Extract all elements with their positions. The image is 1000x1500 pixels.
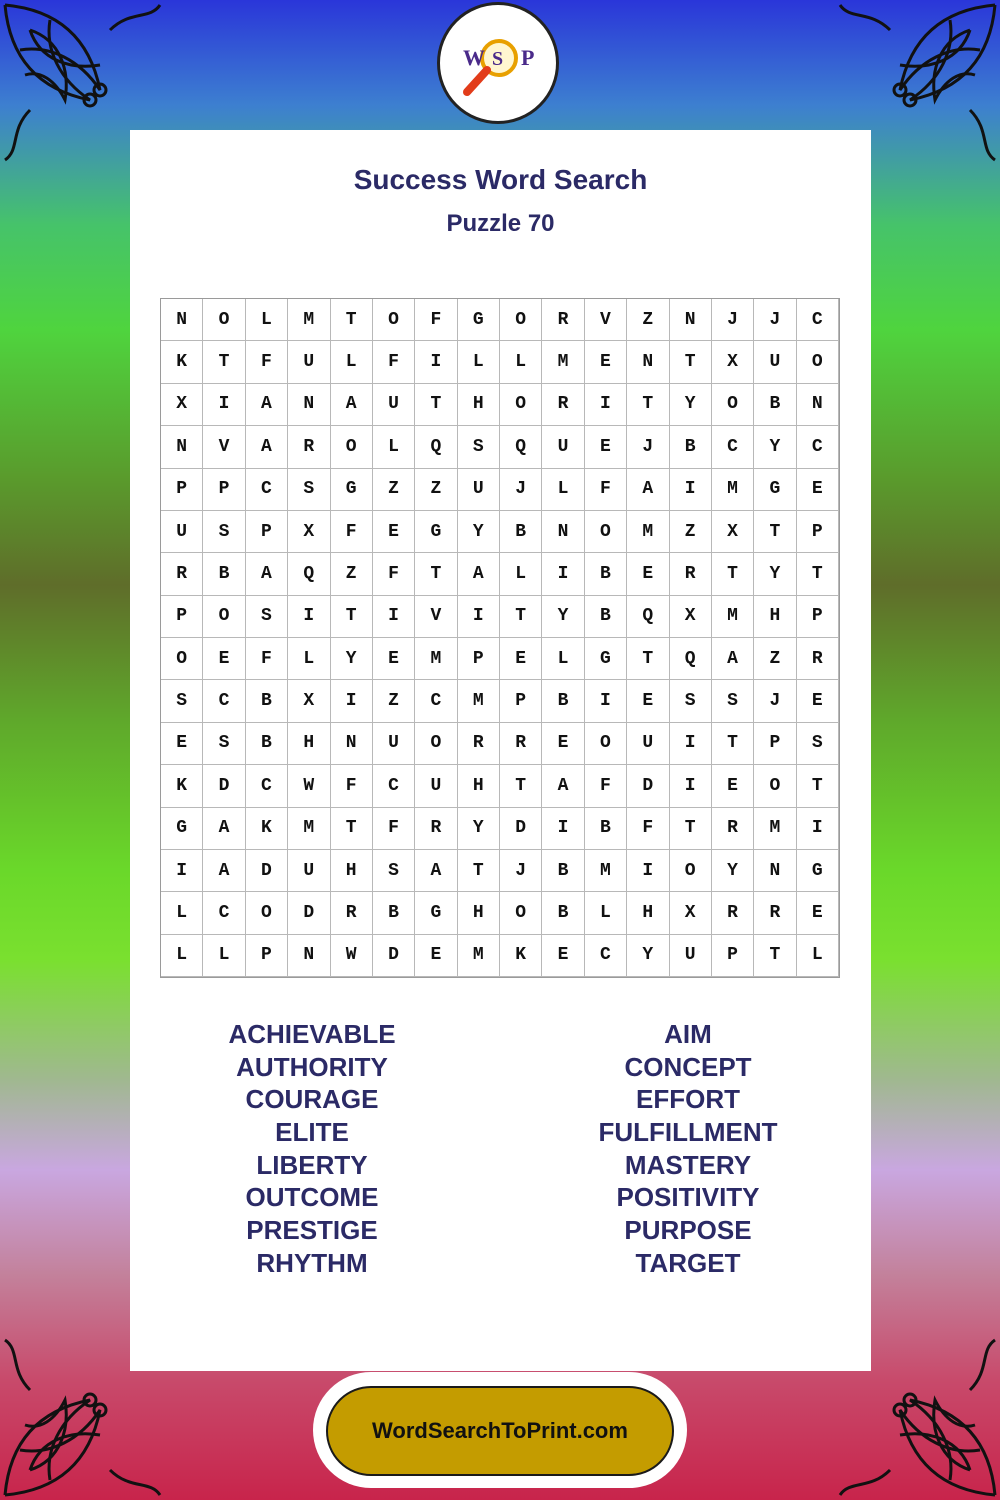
grid-cell[interactable]: H [458,765,500,807]
grid-cell[interactable]: H [288,723,330,765]
grid-cell[interactable]: I [203,384,245,426]
grid-cell[interactable]: U [288,341,330,383]
grid-cell[interactable]: B [754,384,796,426]
grid-cell[interactable]: A [415,850,457,892]
grid-cell[interactable]: E [627,680,669,722]
grid-cell[interactable]: A [246,384,288,426]
grid-cell[interactable]: L [161,935,203,977]
grid-cell[interactable]: R [161,553,203,595]
grid-cell[interactable]: U [754,341,796,383]
grid-cell[interactable]: O [797,341,839,383]
grid-cell[interactable]: H [458,384,500,426]
grid-cell[interactable]: E [797,469,839,511]
grid-cell[interactable]: C [246,469,288,511]
grid-cell[interactable]: F [246,638,288,680]
grid-cell[interactable]: S [670,680,712,722]
grid-cell[interactable]: E [542,935,584,977]
grid-cell[interactable]: F [585,469,627,511]
grid-cell[interactable]: O [585,511,627,553]
word-search-grid [160,298,840,978]
grid-cell[interactable]: A [712,638,754,680]
grid-cell[interactable]: I [331,680,373,722]
grid-cell[interactable]: P [754,723,796,765]
grid-cell[interactable]: A [331,384,373,426]
grid-cell[interactable]: B [542,850,584,892]
word-item: ELITE [275,1117,349,1148]
word-item: AUTHORITY [236,1051,388,1082]
word-item: MASTERY [624,1149,752,1180]
grid-cell[interactable]: Y [458,511,500,553]
grid-cell[interactable]: X [712,341,754,383]
grid-cell[interactable]: A [246,426,288,468]
grid-cell[interactable]: A [203,850,245,892]
grid-cell[interactable]: S [203,723,245,765]
grid-cell[interactable]: O [373,299,415,341]
grid-cell[interactable]: O [331,426,373,468]
grid-cell[interactable]: D [203,765,245,807]
grid-cell[interactable]: Z [627,299,669,341]
grid-cell[interactable]: G [797,850,839,892]
grid-cell[interactable]: P [161,469,203,511]
grid-cell[interactable]: L [542,469,584,511]
grid-cell[interactable]: P [246,935,288,977]
grid-cell[interactable]: C [373,765,415,807]
grid-cell[interactable]: P [458,638,500,680]
grid-cell[interactable]: E [585,426,627,468]
grid-cell[interactable]: Q [627,596,669,638]
grid-cell[interactable]: R [797,638,839,680]
grid-cell[interactable]: B [585,553,627,595]
grid-cell[interactable]: O [712,384,754,426]
grid-cell[interactable]: S [712,680,754,722]
grid-cell[interactable]: U [161,511,203,553]
grid-cell[interactable]: L [458,341,500,383]
grid-cell[interactable]: F [373,808,415,850]
grid-cell[interactable]: J [712,299,754,341]
grid-cell[interactable]: L [203,935,245,977]
grid-cell[interactable]: L [288,638,330,680]
grid-cell[interactable]: Y [542,596,584,638]
grid-cell[interactable]: B [585,596,627,638]
grid-cell[interactable]: T [415,553,457,595]
grid-cell[interactable]: T [797,765,839,807]
grid-cell[interactable]: Q [500,426,542,468]
grid-cell[interactable]: G [331,469,373,511]
magnifier-logo-icon [443,8,553,118]
grid-cell[interactable]: Z [415,469,457,511]
grid-cell[interactable]: D [627,765,669,807]
grid-cell[interactable]: M [627,511,669,553]
word-item: EFFORT [636,1084,740,1115]
grid-cell[interactable]: X [712,511,754,553]
grid-cell[interactable]: A [246,553,288,595]
grid-cell[interactable]: E [797,892,839,934]
grid-cell[interactable]: P [161,596,203,638]
grid-cell[interactable]: M [458,680,500,722]
grid-cell[interactable]: L [585,892,627,934]
word-item: TARGET [635,1247,741,1278]
grid-cell[interactable]: T [670,341,712,383]
grid-cell[interactable]: E [161,723,203,765]
grid-cell[interactable]: U [373,723,415,765]
logo-letter-p: P [521,45,535,70]
grid-cell[interactable]: J [754,680,796,722]
grid-cell[interactable]: S [246,596,288,638]
grid-cell[interactable]: T [415,384,457,426]
grid-cell[interactable]: A [542,765,584,807]
grid-cell[interactable]: L [331,341,373,383]
grid-cell[interactable]: M [754,808,796,850]
grid-cell[interactable]: S [373,850,415,892]
grid-cell[interactable]: I [670,723,712,765]
grid-cell[interactable]: Q [288,553,330,595]
grid-cell[interactable]: C [415,680,457,722]
grid-cell[interactable]: R [712,808,754,850]
grid-cell[interactable]: I [670,469,712,511]
grid-cell[interactable]: L [246,299,288,341]
grid-cell[interactable]: M [542,341,584,383]
grid-cell[interactable]: I [542,808,584,850]
grid-cell[interactable]: F [373,341,415,383]
grid-cell[interactable]: G [415,511,457,553]
grid-cell[interactable]: M [288,808,330,850]
word-item: POSITIVITY [616,1182,760,1213]
grid-cell[interactable]: X [670,892,712,934]
grid-cell[interactable]: M [712,596,754,638]
grid-cell[interactable]: R [288,426,330,468]
grid-cell[interactable]: B [542,680,584,722]
grid-cell[interactable]: P [797,511,839,553]
grid-cell[interactable]: T [500,765,542,807]
grid-cell[interactable]: X [670,596,712,638]
grid-cell[interactable]: N [288,935,330,977]
grid-cell[interactable]: Q [415,426,457,468]
grid-cell[interactable]: W [331,935,373,977]
grid-cell[interactable]: T [670,808,712,850]
grid-cell[interactable]: T [627,638,669,680]
grid-cell[interactable]: M [415,638,457,680]
grid-cell[interactable]: B [585,808,627,850]
grid-cell[interactable]: N [331,723,373,765]
grid-cell[interactable]: L [161,892,203,934]
grid-cell[interactable]: T [500,596,542,638]
grid-cell[interactable]: B [373,892,415,934]
grid-cell[interactable]: J [754,299,796,341]
grid-cell[interactable]: L [373,426,415,468]
grid-cell[interactable]: C [712,426,754,468]
grid-cell[interactable]: F [415,299,457,341]
grid-cell[interactable]: P [712,935,754,977]
grid-cell[interactable]: D [500,808,542,850]
grid-cell[interactable]: L [542,638,584,680]
grid-cell[interactable]: A [627,469,669,511]
grid-cell[interactable]: E [712,765,754,807]
word-item: PRESTIGE [246,1215,378,1246]
puzzle-card [130,130,871,1371]
grid-cell[interactable]: Y [754,553,796,595]
grid-cell[interactable]: S [161,680,203,722]
grid-cell[interactable]: L [500,341,542,383]
grid-cell[interactable]: I [585,384,627,426]
grid-cell[interactable]: Y [331,638,373,680]
grid-cell[interactable]: A [458,553,500,595]
grid-cell[interactable]: O [415,723,457,765]
grid-cell[interactable]: M [712,469,754,511]
grid-cell[interactable]: B [670,426,712,468]
grid-cell[interactable]: G [458,299,500,341]
grid-cell[interactable]: S [458,426,500,468]
word-item: ACHIEVABLE [228,1019,396,1049]
grid-cell[interactable]: Z [754,638,796,680]
grid-cell[interactable]: C [203,680,245,722]
word-list-right-column [538,1018,838,1280]
grid-cell[interactable]: P [246,511,288,553]
grid-cell[interactable]: U [373,384,415,426]
grid-cell[interactable]: N [161,299,203,341]
word-item: AIM [664,1019,712,1049]
grid-cell[interactable]: N [754,850,796,892]
grid-cell[interactable]: T [712,553,754,595]
grid-cell[interactable]: K [500,935,542,977]
grid-cell[interactable]: G [754,469,796,511]
word-list-left-column [162,1018,462,1280]
grid-cell[interactable]: H [331,850,373,892]
grid-cell[interactable]: I [542,553,584,595]
grid-cell[interactable]: T [754,935,796,977]
wsp-logo[interactable] [437,2,559,124]
word-item: LIBERTY [256,1149,368,1180]
grid-cell[interactable]: I [458,596,500,638]
grid-cell[interactable]: L [500,553,542,595]
grid-cell[interactable]: T [331,596,373,638]
grid-cell[interactable]: Y [627,935,669,977]
grid-cell[interactable]: T [458,850,500,892]
grid-cell[interactable]: E [415,935,457,977]
grid-cell[interactable]: N [161,426,203,468]
grid-cell[interactable]: S [288,469,330,511]
grid-cell[interactable]: I [797,808,839,850]
grid-cell[interactable]: R [542,299,584,341]
grid-cell[interactable]: R [500,723,542,765]
grid-cell[interactable]: U [627,723,669,765]
grid-cell[interactable]: O [203,596,245,638]
grid-cell[interactable]: Z [331,553,373,595]
grid-cell[interactable]: R [331,892,373,934]
grid-cell[interactable]: P [203,469,245,511]
grid-cell[interactable]: I [670,765,712,807]
grid-cell[interactable]: M [458,935,500,977]
grid-cell[interactable]: B [246,723,288,765]
grid-cell[interactable]: K [246,808,288,850]
grid-cell[interactable]: F [331,511,373,553]
grid-cell[interactable]: Z [670,511,712,553]
grid-cell[interactable]: U [415,765,457,807]
grid-cell[interactable]: L [797,935,839,977]
logo-letter-w: W [463,45,485,70]
grid-cell[interactable]: I [627,850,669,892]
grid-cell[interactable]: T [627,384,669,426]
grid-cell[interactable]: G [161,808,203,850]
grid-cell[interactable]: F [246,341,288,383]
grid-cell[interactable]: R [754,892,796,934]
grid-cell[interactable]: T [203,341,245,383]
grid-cell[interactable]: N [542,511,584,553]
grid-cell[interactable]: O [585,723,627,765]
word-item: OUTCOME [245,1182,379,1213]
grid-cell[interactable]: W [288,765,330,807]
grid-cell[interactable]: B [203,553,245,595]
grid-cell[interactable]: E [542,723,584,765]
grid-cell[interactable]: M [585,850,627,892]
grid-cell[interactable]: H [754,596,796,638]
grid-cell[interactable]: D [246,850,288,892]
grid-cell[interactable]: X [288,511,330,553]
grid-cell[interactable]: T [331,299,373,341]
grid-cell[interactable]: Q [670,638,712,680]
grid-cell[interactable]: I [585,680,627,722]
page-title: Success Word Search [353,164,648,195]
grid-cell[interactable]: T [797,553,839,595]
grid-cell[interactable]: J [627,426,669,468]
grid-cell[interactable]: C [246,765,288,807]
grid-cell[interactable]: F [585,765,627,807]
grid-cell[interactable]: K [161,765,203,807]
grid-cell[interactable]: J [500,850,542,892]
grid-cell[interactable]: V [585,299,627,341]
grid-cell[interactable]: E [373,511,415,553]
grid-cell[interactable]: F [331,765,373,807]
grid-cell[interactable]: Y [712,850,754,892]
grid-cell[interactable]: Z [373,680,415,722]
grid-cell[interactable]: Y [458,808,500,850]
grid-cell[interactable]: D [288,892,330,934]
grid-cell[interactable]: S [797,723,839,765]
grid-cell[interactable]: R [670,553,712,595]
grid-cell[interactable]: R [458,723,500,765]
grid-cell[interactable]: H [627,892,669,934]
grid-cell[interactable]: E [585,341,627,383]
grid-cell[interactable]: I [415,341,457,383]
grid-cell[interactable]: V [415,596,457,638]
grid-cell[interactable]: K [161,341,203,383]
grid-cell[interactable]: E [203,638,245,680]
grid-cell[interactable]: V [203,426,245,468]
grid-cell[interactable]: T [712,723,754,765]
grid-cell[interactable]: O [500,384,542,426]
grid-cell[interactable]: E [373,638,415,680]
grid-cell[interactable]: P [797,596,839,638]
grid-cell[interactable]: G [415,892,457,934]
grid-cell[interactable]: C [797,426,839,468]
grid-cell[interactable]: D [373,935,415,977]
grid-cell[interactable]: R [712,892,754,934]
logo-letter-s: S [492,48,504,70]
word-item: RHYTHM [256,1247,368,1278]
grid-cell[interactable]: I [288,596,330,638]
grid-cell[interactable]: C [585,935,627,977]
grid-cell[interactable]: B [246,680,288,722]
grid-cell[interactable]: U [458,469,500,511]
grid-cell[interactable]: Y [670,384,712,426]
grid-cell[interactable]: U [670,935,712,977]
grid-cell[interactable]: R [542,384,584,426]
grid-cell[interactable]: X [288,680,330,722]
grid-cell[interactable]: U [288,850,330,892]
grid-cell[interactable]: B [542,892,584,934]
grid-cell[interactable]: E [797,680,839,722]
grid-cell[interactable]: R [415,808,457,850]
grid-cell[interactable]: Z [373,469,415,511]
grid-cell[interactable]: E [627,553,669,595]
grid-cell[interactable]: E [500,638,542,680]
site-link[interactable]: WordSearchToPrint.com [326,1386,674,1476]
grid-cell[interactable]: J [500,469,542,511]
word-item: FULFILLMENT [598,1117,778,1148]
grid-cell[interactable]: N [288,384,330,426]
grid-cell[interactable]: S [203,511,245,553]
grid-cell[interactable]: M [288,299,330,341]
grid-cell[interactable]: O [500,892,542,934]
grid-cell[interactable]: O [246,892,288,934]
grid-cell[interactable]: U [542,426,584,468]
grid-cell[interactable]: O [161,638,203,680]
grid-cell[interactable]: C [203,892,245,934]
grid-cell[interactable]: Y [754,426,796,468]
grid-cell[interactable]: F [627,808,669,850]
grid-cell[interactable]: I [161,850,203,892]
grid-cell[interactable]: P [500,680,542,722]
grid-cell[interactable]: O [203,299,245,341]
grid-cell[interactable]: B [500,511,542,553]
grid-cell[interactable]: F [373,553,415,595]
word-item: PURPOSE [624,1215,752,1246]
grid-cell[interactable]: G [585,638,627,680]
grid-cell[interactable]: O [500,299,542,341]
grid-cell[interactable]: A [203,808,245,850]
grid-cell[interactable]: N [627,341,669,383]
grid-cell[interactable]: H [458,892,500,934]
grid-cell[interactable]: T [331,808,373,850]
word-item: COURAGE [245,1084,379,1115]
grid-cell[interactable]: O [754,765,796,807]
grid-cell[interactable]: N [670,299,712,341]
grid-cell[interactable]: I [373,596,415,638]
grid-cell[interactable]: N [797,384,839,426]
grid-cell[interactable]: T [754,511,796,553]
grid-cell[interactable]: O [670,850,712,892]
puzzle-number: Puzzle 70 [446,210,555,237]
word-item: CONCEPT [624,1051,752,1082]
grid-cell[interactable]: X [161,384,203,426]
grid-cell[interactable]: C [797,299,839,341]
